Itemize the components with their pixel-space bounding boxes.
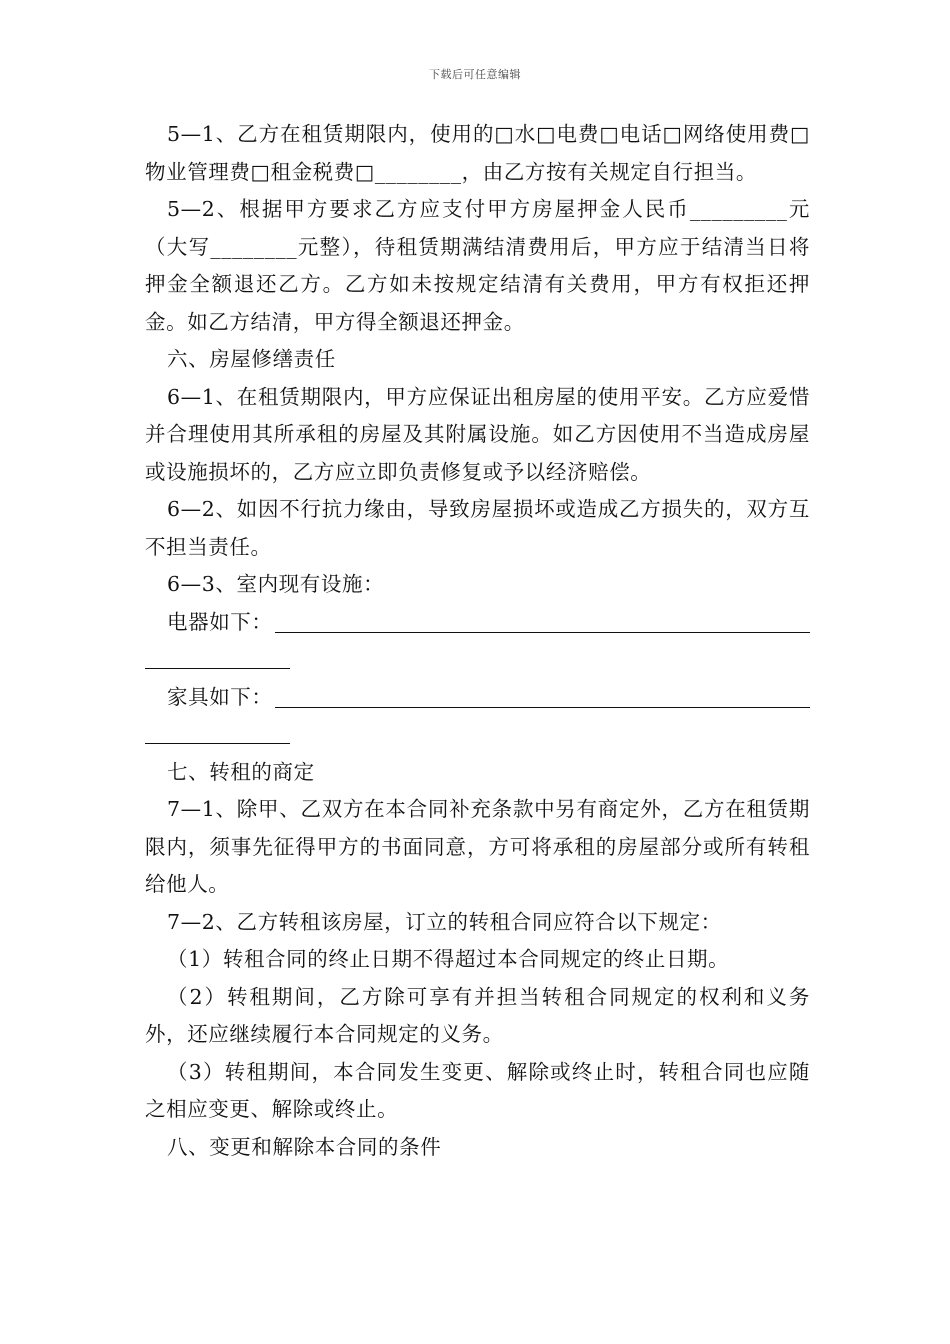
clause-7-1: 7—1、除甲、乙双方在本合同补充条款中另有商定外，乙方在租赁期限内，须事先征得甲方的书面同意，方可将承租的房屋部分或所有转租给他人。 <box>145 797 810 896</box>
appliances-label: 电器如下： <box>167 609 273 634</box>
clause-6-3: 6—3、室内现有设施： <box>167 572 385 596</box>
document-body <box>145 116 810 1166</box>
clause-7-2-item-2: （2）转租期间，乙方除可享有并担当转租合同规定的权利和义务外，还应继续履行本合同规定的义务。 <box>145 984 810 1046</box>
furniture-label: 家具如下： <box>167 684 273 709</box>
clause-7-2: 7—2、乙方转租该房屋，订立的转租合同应符合以下规定： <box>167 909 722 934</box>
clause-6-1: 6—1、在租赁期限内，甲方应保证出租房屋的使用平安。乙方应爱惜并合理使用其所承租的房屋及其附属设施。如乙方因使用不当造成房屋或设施损坏的，乙方应立即负责修复或予以经济赔偿。 <box>145 384 810 484</box>
clause-7-2-item-3: （3）转租期间，本合同发生变更、解除或终止时，转租合同也应随之相应变更、解除或终止。 <box>145 1059 810 1121</box>
clause-6-2: 6—2、如因不行抗力缘由，导致房屋损坏或造成乙方损失的，双方互不担当责任。 <box>145 497 810 559</box>
furniture-blank-continued <box>145 716 810 754</box>
clause-7-2-item-1: （1）转租合同的终止日期不得超过本合同规定的终止日期。 <box>167 947 730 971</box>
header-note: 下载后可任意编辑 <box>429 68 521 81</box>
section-8-heading: 八、变更和解除本合同的条件 <box>167 1134 442 1159</box>
furniture-line <box>145 679 810 717</box>
clause-5-1: 5—1、乙方在租赁期限内，使用的□水□电费□电话□网络使用费□物业管理费□租金税费□________，由乙方按有关规定自行担当。 <box>145 122 810 184</box>
section-6-heading: 六、房屋修缮责任 <box>167 347 336 371</box>
furniture-blank <box>275 707 811 708</box>
clause-5-2: 5—2、根据甲方要求乙方应支付甲方房屋押金人民币_________元（大写________元整），待租赁期满结清费用后，甲方应于结清当日将押金全额退还乙方。乙方如未按规定结清有关费用，甲方有权拒还押金。如乙方结清，甲方得全额退还押金。 <box>145 197 810 334</box>
section-7-heading: 七、转租的商定 <box>167 759 315 784</box>
appliances-blank <box>275 632 811 633</box>
appliances-blank-continued <box>145 641 810 679</box>
appliances-line <box>145 604 810 642</box>
